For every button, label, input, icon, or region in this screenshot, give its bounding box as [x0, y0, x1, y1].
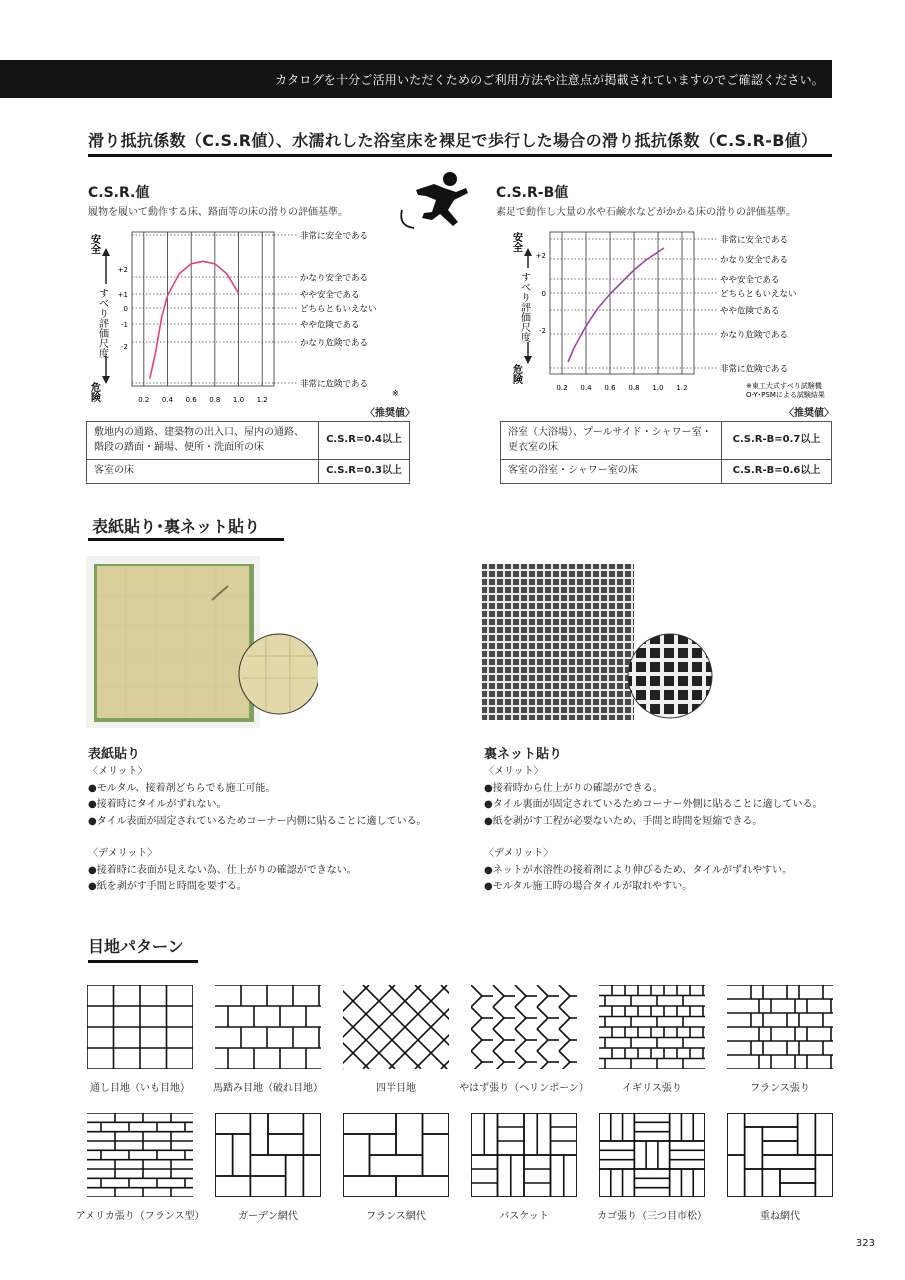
csrb-level-label: どちらともいえない: [720, 289, 797, 300]
csr-place-2: 客室の床: [87, 460, 319, 484]
csrb-y-tick: -2: [539, 327, 546, 335]
joint-pattern-label: フランス網代: [366, 1211, 426, 1222]
csr-y-axis: すべり評価尺度: [96, 288, 108, 358]
csr-x-tick: 1.0: [232, 396, 245, 404]
face-paper-tile-photo: [86, 556, 318, 728]
csrb-chart: [502, 222, 836, 406]
net-merit-label: 〈メリット〉: [484, 766, 544, 777]
csr-level-label: かなり危険である: [300, 338, 369, 349]
csrb-x-tick: 0.2: [556, 384, 568, 392]
csrb-y-tick: 0: [541, 290, 546, 298]
csrb-x-tick: 0.4: [580, 384, 592, 392]
joint-pattern-label: やはず張り（ヘリンボーン）: [459, 1083, 589, 1094]
page-title: 滑り抵抗係数（C.S.R値）、水濡れした浴室床を裸足で歩行した場合の滑り抵抗係数（C.S.R-B値）: [88, 131, 818, 150]
csr-y-bottom: 危険: [88, 382, 100, 402]
csrb-y-tick: +2: [535, 252, 546, 260]
csr-rec-label: 〈推奨値〉: [365, 408, 415, 419]
sheet-section-title: 表紙貼り･裏ネット貼り: [92, 517, 261, 536]
csr-x-tick: 0.2: [138, 396, 150, 404]
face-desc: [88, 764, 428, 896]
csrb-title: C.S.R-B値: [496, 185, 569, 201]
joint-pattern-flemish: [727, 985, 833, 1069]
joint-pattern-label: カゴ張り（三つ目市松）: [597, 1211, 707, 1222]
net-desc: [484, 764, 834, 896]
csr-x-tick: 0.4: [161, 396, 174, 404]
csr-level-label: どちらともいえない: [300, 304, 377, 315]
csrb-x-tick: 1.2: [676, 384, 688, 392]
table-row: [501, 422, 832, 460]
title-rule: [88, 154, 832, 157]
csr-y-tick: +2: [117, 266, 128, 274]
joint-pattern-label: 通し目地（いも目地）: [90, 1083, 190, 1094]
joint-pattern-running: [215, 985, 321, 1069]
page-number: 323: [855, 1238, 875, 1249]
net-merit-3: ●紙を剥がす工程が必要ないため、手間と時間を短縮できる。: [484, 815, 763, 827]
joint-pattern-diagonal: [343, 985, 449, 1069]
face-demerit-2: ●紙を剥がす手間と時間を要する。: [88, 881, 247, 892]
joint-pattern-basket: [471, 1113, 577, 1197]
joint-pattern-label: フランス張り: [750, 1083, 810, 1094]
face-merit-1: ●モルタル、接着剤どちらでも施工可能。: [88, 782, 276, 794]
joint-pattern-grid: [87, 985, 193, 1069]
csrb-level-label: 非常に安全である: [720, 235, 789, 246]
csrb-y-top: 安全: [510, 232, 522, 252]
face-demerit-1: ●接着時に表面が見えない為、仕上がりの確認ができない。: [88, 864, 357, 876]
csr-value-2: C.S.R=0.3以上: [319, 460, 410, 484]
csrb-y-bottom: 危険: [510, 364, 522, 384]
net-merit-1: ●接着時から仕上がりの確認ができる。: [484, 782, 663, 794]
csr-x-tick: 0.6: [185, 396, 197, 404]
net-demerit-2: ●モルタル施工時の場合タイルが取れやすい。: [484, 881, 693, 892]
csrb-series-line: [568, 248, 664, 362]
joint-pattern-garden: [215, 1113, 321, 1197]
slipping-person-icon: [396, 170, 476, 232]
sheet-title-rule: [88, 538, 284, 541]
csr-x-tick: 1.2: [256, 396, 268, 404]
csr-y-tick: -2: [121, 343, 128, 351]
csrb-rec-label: 〈推奨値〉: [784, 408, 834, 419]
csrb-value-1: C.S.R-B=0.7以上: [722, 422, 832, 460]
net-demerit-1: ●ネットが水溶性の接着剤により伸びるため、タイルがずれやすい。: [484, 864, 793, 876]
csr-level-label: やや危険である: [300, 320, 360, 331]
csrb-level-label: かなり安全である: [720, 255, 789, 266]
csr-value-1: C.S.R=0.4以上: [319, 422, 410, 460]
net-demerit-label: 〈デメリット〉: [484, 848, 554, 859]
csrb-level-label: かなり危険である: [720, 330, 789, 341]
csr-table: [86, 421, 410, 484]
table-row: [87, 460, 410, 484]
csr-y-tick: 0: [123, 305, 128, 313]
joint-pattern-label: 馬踏み目地（破れ目地）: [213, 1083, 323, 1094]
face-merit-2: ●接着時にタイルがずれない。: [88, 799, 227, 810]
csrb-note-1: ※東工大式すべり試験機: [746, 382, 822, 390]
csr-x-tick: 0.8: [209, 396, 221, 404]
net-merit-2: ●タイル裏面が固定されているためコーナー外側に貼ることに適している。: [484, 799, 823, 810]
joint-pattern-label: 重ね網代: [760, 1211, 800, 1222]
csr-title: C.S.R.値: [88, 185, 150, 201]
csr-level-label: やや安全である: [300, 290, 360, 301]
joint-pattern-label: ガーデン網代: [238, 1211, 298, 1222]
joint-pattern-kago: [599, 1113, 705, 1197]
joint-pattern-label: イギリス張り: [622, 1083, 682, 1094]
face-merit-3: ●タイル表面が固定されているためコーナー内側に貼ることに適している。: [88, 815, 427, 827]
csrb-level-label: やや危険である: [720, 306, 780, 317]
csrb-x-tick: 0.8: [628, 384, 640, 392]
csr-place-1: 敷地内の通路、建築物の出入口、屋内の通路、階段の踏面・踊場、便所・洗面所の床: [87, 422, 319, 460]
joint-pattern-english: [599, 985, 705, 1069]
csr-y-top: 安全: [88, 234, 100, 254]
csrb-x-tick: 0.6: [604, 384, 616, 392]
table-row: [501, 460, 832, 484]
csr-y-tick: -1: [121, 321, 128, 329]
back-net-tile-photo: [480, 562, 716, 724]
joint-pattern-american: [87, 1113, 193, 1197]
joint-pattern-kasane: [727, 1113, 833, 1197]
joint-pattern-label: 四半目地: [376, 1083, 416, 1094]
csrb-place-2: 客室の浴室・シャワー室の床: [501, 460, 722, 484]
net-title: 裏ネット貼り: [484, 747, 563, 762]
csrb-x-tick: 1.0: [652, 384, 664, 392]
joint-pattern-label: バスケット: [499, 1211, 549, 1222]
csr-series-line: [150, 261, 239, 378]
csrb-y-axis: すべり評価尺度: [518, 272, 530, 342]
csr-level-label: 非常に安全である: [300, 231, 369, 242]
csrb-value-2: C.S.R-B=0.6以上: [722, 460, 832, 484]
joint-pattern-herringbone: [471, 985, 577, 1069]
csr-level-label: 非常に危険である: [300, 379, 369, 390]
header-note: カタログを十分ご活用いただくためのご利用方法や注意点が掲載されていますのでご確認ください。: [274, 73, 824, 87]
csrb-desc: 素足で動作し大量の水や石鹸水などがかかる床の滑りの評価基準。: [496, 207, 796, 218]
csrb-level-label: やや安全である: [720, 275, 780, 286]
csr-level-label: かなり安全である: [300, 273, 369, 284]
csr-note-mark: ※: [392, 389, 399, 398]
csr-y-tick: +1: [117, 291, 128, 299]
joints-title-rule: [88, 960, 198, 963]
csrb-note-2: O-Y･PSMによる試験結果: [746, 391, 825, 399]
joint-pattern-france-ajiro: [343, 1113, 449, 1197]
header-bar: [0, 60, 832, 98]
csrb-place-1: 浴室（大浴場）、プールサイド・シャワー室・更衣室の床: [501, 422, 722, 460]
csr-desc: 履物を履いて動作する床、路面等の床の滑りの評価基準。: [88, 207, 348, 218]
face-title: 表紙貼り: [88, 747, 141, 762]
table-row: [87, 422, 410, 460]
joints-section-title: 目地パターン: [88, 937, 184, 956]
csrb-table: [500, 421, 832, 484]
face-demerit-label: 〈デメリット〉: [88, 848, 158, 859]
csrb-level-label: 非常に危険である: [720, 364, 789, 375]
csr-chart: [86, 222, 406, 406]
joint-pattern-label: アメリカ張り（フランス型）: [75, 1211, 205, 1222]
face-merit-label: 〈メリット〉: [88, 766, 148, 777]
